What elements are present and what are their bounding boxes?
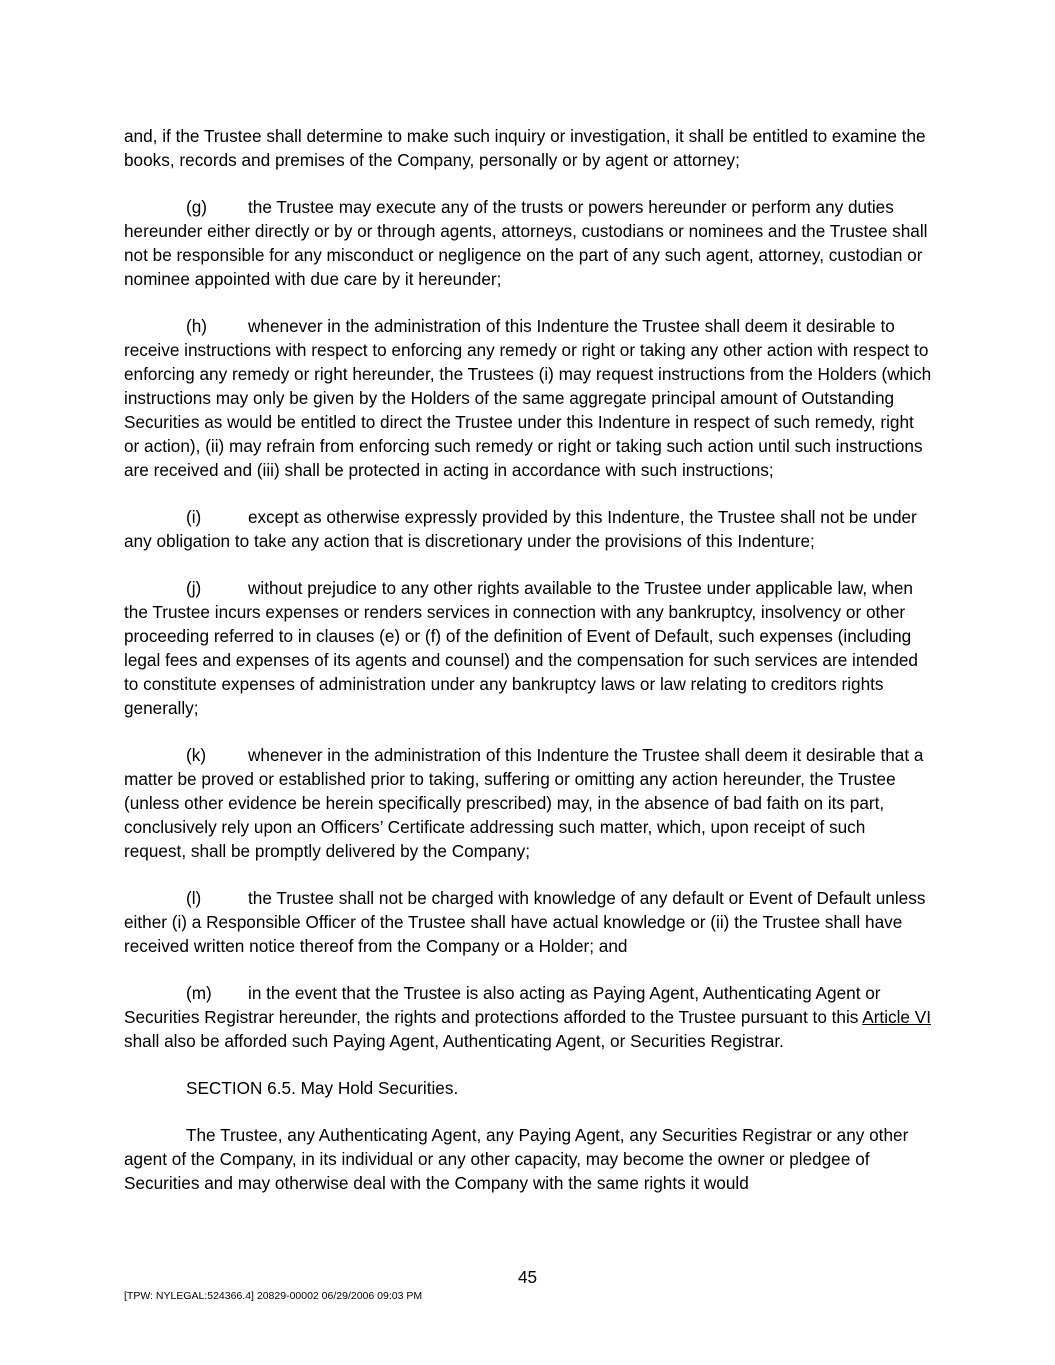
clause-m (124, 981, 932, 1053)
section-heading: SECTION 6.5. May Hold Securities. (186, 1078, 459, 1098)
clause-label: (k) (186, 745, 207, 765)
clause-j (124, 576, 932, 720)
clause-text: except as otherwise expressly provided by this Indenture, the Trustee shall not be under any obligation to take any action that is discretionary under the provisions of this Indenture; (124, 507, 917, 551)
clause-g (124, 195, 932, 291)
clause-text: whenever in the administration of this Indenture the Trustee shall deem it desirable that a matter be proved or established prior to taking, suffering or omitting any action hereunder, the Trustee (unless other evidence be herein specifically prescribed) may, in the absence of bad faith on its part, conclusively rely upon an Officers’ Certificate addressing such matter, which, upon receipt of such request, shall be promptly delivered by the Company; (124, 745, 924, 861)
clause-h (124, 314, 932, 482)
clause-label: (g) (186, 197, 208, 217)
clause-text-continued: shall also be afforded such Paying Agent, Authenticating Agent, or Securities Registrar. (124, 1031, 784, 1051)
continuation-paragraph: and, if the Trustee shall determine to make such inquiry or investigation, it shall be entitled to examine the books, records and premises of the Company, personally or by agent or attorney; (124, 126, 926, 170)
document-footer-stamp: [TPW: NYLEGAL:524366.4] 20829-00002 06/29/2006 09:03 PM (124, 1290, 423, 1302)
clause-i (124, 505, 932, 553)
page-number: 45 (517, 1267, 538, 1287)
clause-label: (j) (186, 578, 202, 598)
clause-k (124, 743, 932, 863)
clause-label: (l) (186, 888, 202, 908)
clause-l (124, 886, 932, 958)
document-body (124, 124, 932, 1218)
clause-text: the Trustee shall not be charged with knowledge of any default or Event of Default unless either (i) a Responsible Officer of the Trustee shall have actual knowledge or (ii) the Trustee shall have received written notice thereof from the Company or a Holder; and (124, 888, 926, 956)
clause-text: the Trustee may execute any of the trusts or powers hereunder or perform any duties hereunder either directly or by or through agents, attorneys, custodians or nominees and the Trustee shall not be responsible for any misconduct or negligence on the part of any such agent, attorney, custodian or nominee appointed with due care by it hereunder; (124, 197, 928, 289)
clause-text: in the event that the Trustee is also acting as Paying Agent, Authenticating Agent or Securities Registrar hereunder, the rights and protections afforded to the Trustee pursuant to this (124, 983, 881, 1027)
clause-label: (i) (186, 507, 202, 527)
clause-label: (h) (186, 316, 208, 336)
section-body-paragraph: The Trustee, any Authenticating Agent, any Paying Agent, any Securities Registrar or any other agent of the Company, in its individual or any other capacity, may become the owner or pledgee of Securities and may otherwise deal with the Company with the same rights it would (124, 1125, 909, 1193)
clause-text: without prejudice to any other rights available to the Trustee under applicable law, when the Trustee incurs expenses or renders services in connection with any bankruptcy, insolvency or other proceeding referred to in clauses (e) or (f) of the definition of Event of Default, such expenses (including legal fees and expenses of its agents and counsel) and the compensation for such services are intended to constitute expenses of administration under any bankruptcy laws or law relating to creditors rights generally; (124, 578, 918, 718)
clause-text: whenever in the administration of this Indenture the Trustee shall deem it desirable to receive instructions with respect to enforcing any remedy or right or taking any other action with respect to enforcing any remedy or right hereunder, the Trustees (i) may request instructions from the Holders (which instructions may only be given by the Holders of the same aggregate principal amount of Outstanding Securities as would be entitled to direct the Trustee under this Indenture in respect of such remedy, right or action), (ii) may refrain from enforcing such remedy or right or taking such action until such instructions are received and (iii) shall be protected in acting in accordance with such instructions; (124, 316, 932, 480)
article-vi-reference: Article VI (862, 1007, 932, 1027)
clause-label: (m) (186, 983, 212, 1003)
